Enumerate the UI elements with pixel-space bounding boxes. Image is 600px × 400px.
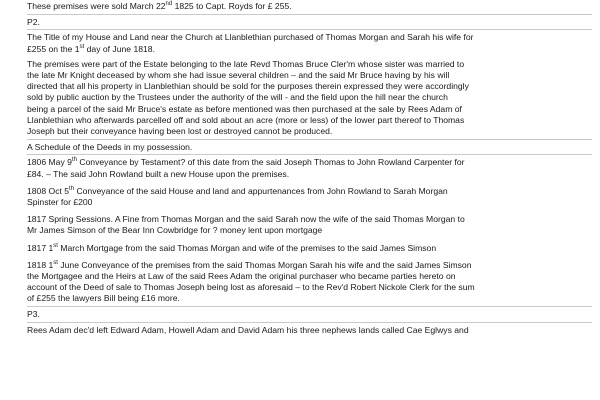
divider: [27, 306, 592, 307]
p3-label: P3.: [27, 309, 40, 320]
last-line: Rees Adam dec'd left Edward Adam, Howell Adam and David Adam his three nephews lands called Cae Eglwys and: [27, 324, 469, 335]
deed-date: 1817 1: [27, 242, 54, 253]
sale-text-prefix: These premises were sold March 22: [27, 1, 166, 11]
p2-label: P2.: [27, 16, 40, 27]
sale-text-sup: nd: [165, 1, 173, 8]
title-line-2-suffix: day of June 1818.: [84, 43, 155, 54]
deed-date-sup: st: [53, 260, 58, 266]
deed-entry: [27, 214, 592, 236]
schedule-heading: A Schedule of the Deeds in my possession.: [27, 141, 193, 152]
title-line-2: [27, 44, 592, 55]
estate-paragraph: The premises were part of the Estate belonging to the late Revd Thomas Bruce Cler'm whose sister was married to the late Mr Knight deceased by whom she had issue several children – and the said Mr Bruce having by his will directed that all his property in Llanblethian should be sold for the purposes therein expressed they were accordingly sold by public auction by the Trustees under the authority of the will - and the field upon the hill near the church being a parcel of the said Mr Bruce's estate as before mentioned was then purchased at the sale by Rees Adam of Llanblethian who afterwards parcelled off and sold about an acre (more or less) of the lower part thereof to Thomas Joseph but their conveyance having been lost or destroyed cannot be produced.: [27, 58, 469, 137]
deed-text: Conveyance of the said House and land and appurtenances from John Rowland to Sarah Morgan Spinster for £200: [27, 185, 448, 208]
divider: [27, 154, 592, 155]
sale-line: [27, 1, 592, 12]
deed-entry: [27, 186, 592, 208]
deed-date-sup: th: [69, 185, 75, 192]
divider: [27, 29, 592, 30]
title-line-1: The Title of my House and Land near the Church at Llanblethian purchased of Thomas Morgan and Sarah his wife for: [27, 32, 474, 43]
deed-date: 1806 May 9: [27, 157, 72, 168]
deed-date-sup: th: [71, 157, 77, 164]
deed-date: 1818 1: [27, 259, 54, 270]
divider: [27, 322, 592, 323]
sale-text-suffix: 1825 to Capt. Royds for £ 255.: [172, 1, 292, 11]
deed-entry: [27, 260, 592, 305]
deed-entry: [27, 157, 592, 179]
title-paragraph: [27, 32, 592, 54]
title-line-2-sup: st: [79, 43, 85, 50]
deed-text: A Fine from Thomas Morgan and the said Sarah now the wife of the said Thomas Morgan to Mr James Simson of the Bear Inn Cowbridge for ? money lent upon mortgage: [27, 214, 465, 236]
deed-text: Conveyance by Testament? of this date from the said Joseph Thomas to John Rowland Carpenter for £84. – The said John Rowland built a new House upon the premises.: [27, 157, 465, 179]
deed-entry: [27, 243, 592, 254]
deed-date: 1817 Spring Sessions.: [27, 214, 113, 225]
deed-text: June Conveyance of the premises from the said Thomas Morgan Sarah his wife and the said James Simson the Mortgagee and the Heirs at Law of the said Rees Adam the original purchaser who became parties hereto on account of the Deed of sale to Thomas Joseph being lost as aforesaid – to the Rev'd Robert Nickole Clerk for the sum of £255 the lawyers Bill being £16 more.: [27, 259, 475, 304]
divider: [27, 14, 592, 15]
title-line-2-prefix: £255 on the 1: [27, 43, 80, 54]
divider: [27, 139, 592, 140]
deed-date: 1808 Oct 5: [27, 185, 70, 196]
deed-text: March Mortgage from the said Thomas Morgan and wife of the premises to the said James Simson: [57, 242, 437, 253]
deed-date-sup: st: [53, 242, 58, 249]
deed-list: [27, 157, 592, 304]
